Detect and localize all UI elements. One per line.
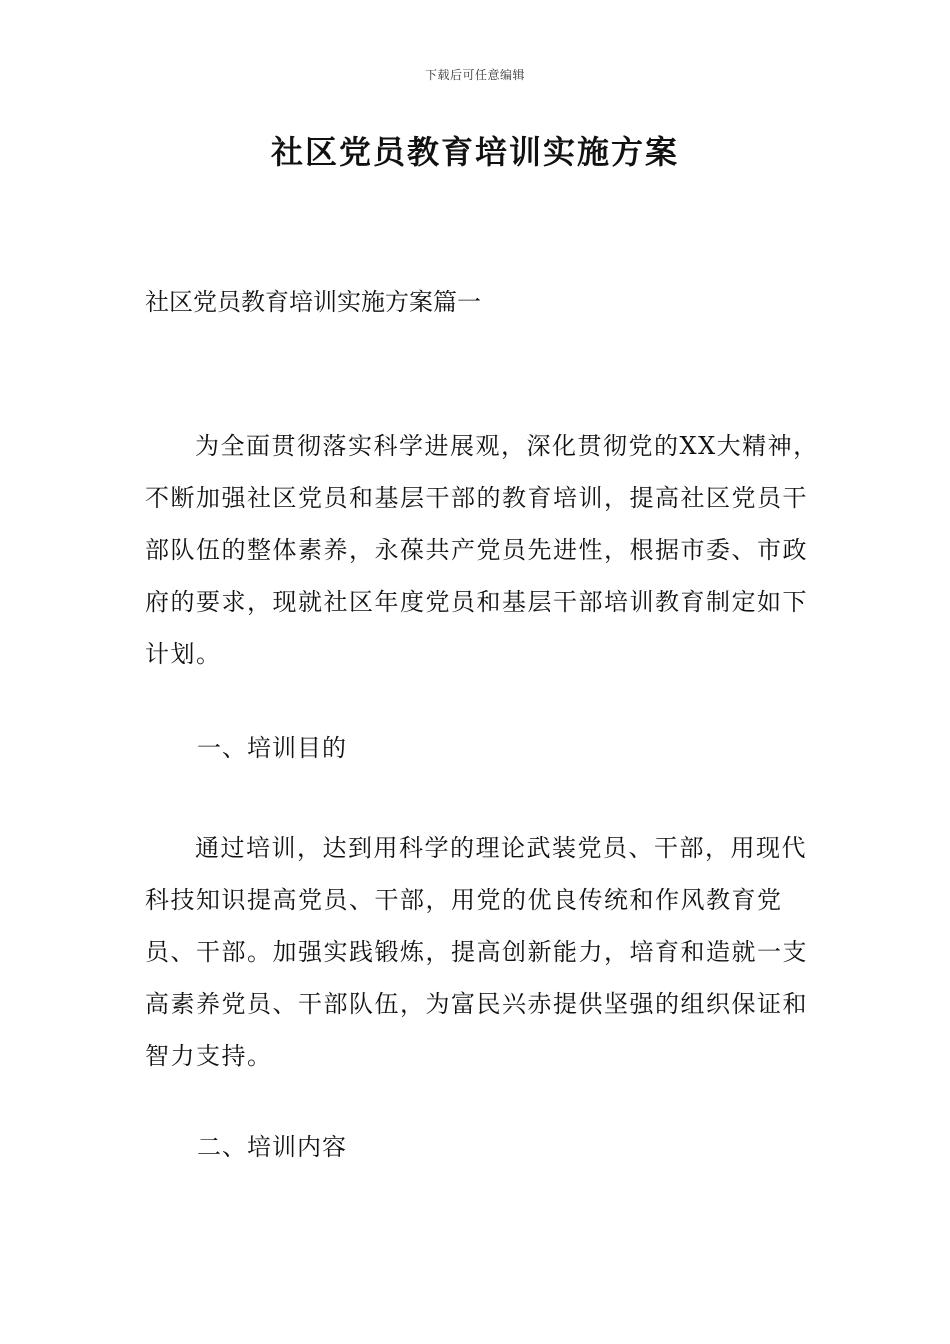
intro-paragraph: 为全面贯彻落实科学进展观，深化贯彻党的XX大精神，不断加强社区党员和基层干部的教育培训，提高社区党员干部队伍的整体素养，永葆共产党员先进性，根据市委、市政府的要求，现就社区年度党员和基层干部培训教育制定如下计划。 — [145, 432, 819, 668]
purpose-paragraph: 通过培训，达到用科学的理论武装党员、干部，用现代科技知识提高党员、干部，用党的优良传统和作风教育党员、干部。加强实践锻炼，提高创新能力，培育和造就一支高素养党员、干部队伍，为富民兴赤提供坚强的组织保证和智力支持。 — [145, 834, 808, 1070]
header-note: 下载后可任意编辑 — [424, 68, 525, 82]
section-heading-purpose: 一、培训目的 — [197, 734, 347, 762]
section-heading-content: 二、培训内容 — [197, 1133, 347, 1161]
document-subtitle: 社区党员教育培训实施方案篇一 — [145, 288, 481, 316]
document-title: 社区党员教育培训实施方案 — [270, 133, 679, 171]
